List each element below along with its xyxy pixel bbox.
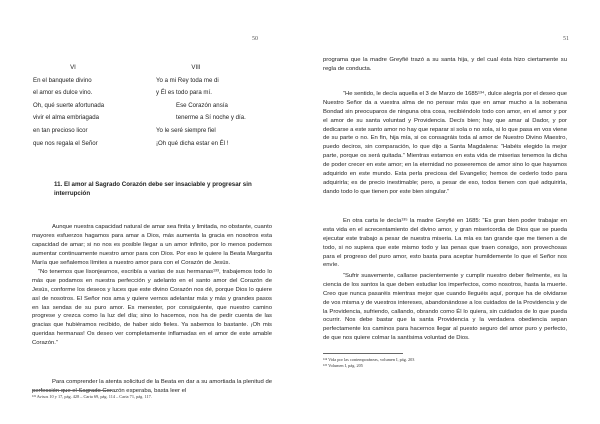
section-heading: 11. El amor al Sagrado Corazón debe ser insaciable y progresar sin interrupción xyxy=(54,181,252,197)
body-paragraph: “No tenemos que lisonjearnos, escribía a varias de sus hermanas¹³³, trabajemos todo lo más que podamos en nuestra perfección y adelanto en el santo amor del Corazón de Jesús, conforme los deseos y luces que este divino Corazón nos dé, porque Dios lo quiere así de nosotros. El Señor nos ama y quiere vernos adelantar más y más y grandes pasos en las sendas de su puro amor. Es menester, por consiguiente, que nuestro camino progrese y crezca como la luz del día; sino lo hacemos, nos ha de pedir cuenta de las gracias que hubiéramos recibido, de haber sido fieles. Ya sabemos lo bastante. ¡Oh mis queridas hermanas! Os deseo ver completamente inflamadas en el amor de este amable Corazón.” xyxy=(32,268,272,347)
footnote-divider xyxy=(323,353,403,354)
body-paragraph: Para comprender la atenta solicitud de la Beata en dar a su amortiada la plenitud de perfección que el Sagrado Corazón esperaba, basta leer el xyxy=(32,378,272,394)
verse-line: que nos regala el Señor xyxy=(33,139,98,147)
footnote: ¹³⁴ Vida por las contemporáneas, volumen I, pág. 203 xyxy=(323,357,415,362)
poem-column-2 xyxy=(156,62,266,150)
verse-line: y Él es todo para mí. xyxy=(156,89,212,97)
page-number-right: 51 xyxy=(563,36,569,42)
body-paragraph: “Sufrir suavemente, callarse pacientemente y cumplir nuestro deber fielmente, es la ciencia de los santos la que deben estudiar los imperfectos, como nosotros, hasta la muerte. Creo que nunca pasaréis mientras mejor que cuando lleguéis aquí, porque ha de olvidarse de vos misma y de vuestros intereses, abandonándose a los cuidados de la Providencia y de la Providencia, sufriendo, callando, obrando como Él lo quiera, sin cuidados de lo que pueda ocurrir. Nos debe bastar que la santa Providencia y la verdadera obediencia sepan perfectamente los caminos para hacernos llegar al puesto seguro del amor puro y perfecto, de que nos quiere colmar la santísima voluntad de Dios. xyxy=(323,272,567,342)
verse-line: En el banquete divino xyxy=(33,76,92,84)
right-page xyxy=(300,0,600,424)
verse-line: en tan precioso licor xyxy=(33,126,88,134)
footnote: ¹³³ Avisos 10 y 17, pág. 428 – Carta 69, pág. 114 – Carta 71, pág. 117. xyxy=(32,394,152,399)
verse-line: Oh, qué suerte afortunada xyxy=(33,101,105,109)
body-paragraph: “He sentido, le decía aquella el 3 de Marzo de 1685¹³⁴, dulce alegría por el deseo que Nuestro Señor da a vuestra alma de no pensar más que en amar mucho a la soberana Bondad sin preocuparos de ninguna otra cosa, recibiéndolo todo con amor, en el amor y por el amor de su santa voluntad y Providencia. Decís bien; hay que amar al Dador, y por dedicarse a este santo amor no hay que reparar si sola o no sola, si lo que pasa en vos viene de su parte o no. En fin, hija mía, si os consagráis toda al amor de Nuestro Divino Maestro, puedo deciros, sin comparación, lo que dijo a Santa Magdalena: “Habéis elegido la mejor parte, porque os será quitada.” Mientras estamos en esta vida de miserias tenemos la dicha de poder crecer en este amor; en la eternidad no poseeremos de amor sino lo que hayamos adquirido en este mundo. Esta perla preciosa del Evangelio; hemos de cederlo todo para adquirirla; es de precio inestimable; pero, a pesar de eso, todos tienen con qué adquirirla, dando todo lo que tienen por este bien singular.” xyxy=(323,90,567,195)
footnote: ¹³⁵ Volumen I, pág. 205 xyxy=(323,363,363,368)
verse-line: Yo a mi Rey toda me di xyxy=(156,76,219,84)
body-paragraph: En otra carta le decía¹³⁵ la madre Greyfié en 1685: “Es gran bien poder trabajar en esta vida en el acrecentamiento del divino amor, y gran misericordia de Dios que se pueda ejecutar este trabajo a pesar de nuestra miseria. La mía es tan grande que me tienen a de todo, si no supiera que este mismo todo y las penas que traen consigo, son provechosas para el progreso del puro amor, esto basta para aceptar humildemente lo que el Señor nos envíe. xyxy=(323,217,567,269)
verse-line: Ese Corazón ansía xyxy=(176,101,228,109)
page-number-left: 50 xyxy=(252,36,258,42)
verse-line: tenerme a Sí noche y día. xyxy=(176,114,246,122)
poem-column-1 xyxy=(33,62,143,150)
stanza-numeral: VIII xyxy=(191,64,201,71)
body-paragraph: Aunque nuestra capacidad natural de amar sea finita y limitada, no obstante, cuanto mayores esfuerzos hagamos para amar a Dios, más aumenta la gracia en nosotros esta capacidad de amar; si no nos es posible llegar a un amor infinito, por lo menos podemos aumentar continuamente nuestro amor para con Dios. Por eso le quiere la Beata Margarita María que señalemos límites a nuestro amor para con el Corazón de Jesús. xyxy=(32,223,272,266)
stanza-numeral: VI xyxy=(70,64,76,71)
verse-line: vivir el alma embriagada xyxy=(33,114,100,122)
footnote-divider xyxy=(32,390,112,391)
body-paragraph: programa que la madre Greyfié trazó a su santa hija, y del cual ésta hizo ciertamente su regla de conducta. xyxy=(323,56,567,72)
verse-line: Yo le seré siempre fiel xyxy=(156,126,216,134)
verse-line: ¡Oh qué dicha estar en Él ! xyxy=(156,139,229,147)
verse-line: el amor es dulce vino. xyxy=(33,89,93,97)
